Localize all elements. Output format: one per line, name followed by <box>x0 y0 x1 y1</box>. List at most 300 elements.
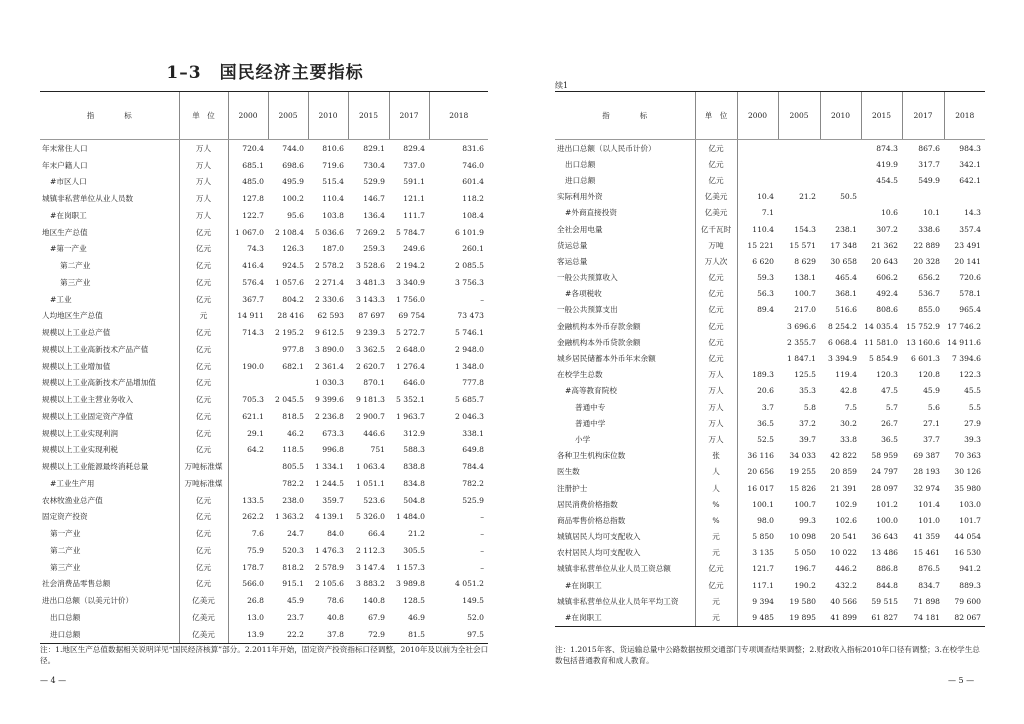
table-row <box>40 274 488 291</box>
value-cell: 89.4 <box>757 305 774 315</box>
value-cell: 2 112.3 <box>356 545 385 555</box>
value-cell: 138.1 <box>794 273 816 283</box>
value-cell: 122.3 <box>959 370 981 380</box>
indicator-name: 农林牧渔业总产值 <box>42 495 103 505</box>
value-cell: 27.9 <box>964 418 981 428</box>
value-cell: 3 394.9 <box>828 354 857 364</box>
value-cell: 87 697 <box>358 311 385 321</box>
unit-cell: 万人 <box>179 190 228 207</box>
value-cell: 102.6 <box>835 515 857 525</box>
value-cell: 7.6 <box>251 529 264 539</box>
value-cell: 804.2 <box>282 294 304 304</box>
indicator-name: 规模以上工业主营业务收入 <box>42 395 134 405</box>
indicator-name: 进出口总额（以人民币计价） <box>557 143 656 153</box>
value-cell: 5.7 <box>885 402 898 412</box>
value-cell: 196.7 <box>794 564 816 574</box>
value-cell: 100.7 <box>794 499 816 509</box>
table-row <box>40 190 488 207</box>
value-cell: 808.6 <box>876 305 898 315</box>
value-cell: 520.3 <box>282 545 304 555</box>
unit-cell: 亿美元 <box>179 592 228 609</box>
value-cell: 10.1 <box>923 208 940 218</box>
value-cell: 260.1 <box>462 244 484 254</box>
value-cell: 5 746.1 <box>455 328 484 338</box>
value-cell: 5.5 <box>968 402 981 412</box>
value-cell: 3 756.3 <box>455 277 484 287</box>
value-cell: 59.3 <box>757 273 774 283</box>
value-cell: 5 352.1 <box>396 395 425 405</box>
value-cell: 120.8 <box>918 370 940 380</box>
indicator-name: 第一产业 <box>50 529 81 539</box>
value-cell: 7 269.2 <box>356 227 385 237</box>
value-cell: 16 017 <box>747 483 774 493</box>
indicators-table-right <box>555 91 985 627</box>
value-cell: 82 067 <box>944 609 985 626</box>
value-cell: 1 756.0 <box>396 294 425 304</box>
indicator-name: 规模以上工业实现利税 <box>42 445 118 455</box>
value-cell: 21 391 <box>830 483 857 493</box>
indicator-name: 城镇非私营单位从业人员工资总额 <box>557 564 671 574</box>
table-row <box>40 492 488 509</box>
value-cell: 867.6 <box>918 143 940 153</box>
value-cell: 19 255 <box>789 467 816 477</box>
value-cell: 784.4 <box>462 462 484 472</box>
value-cell: 10.4 <box>757 192 774 202</box>
value-cell <box>944 189 985 205</box>
table-row <box>555 464 985 480</box>
value-cell: 42 822 <box>830 451 857 461</box>
value-cell: 110.4 <box>752 224 774 234</box>
value-cell: 22 889 <box>913 240 940 250</box>
table-row <box>40 207 488 224</box>
header-row <box>40 92 488 140</box>
value-cell: 8 254.2 <box>828 321 857 331</box>
value-cell: 45.9 <box>923 386 940 396</box>
value-cell: 98.0 <box>757 515 774 525</box>
value-cell: 35.3 <box>799 386 816 396</box>
table-row <box>40 391 488 408</box>
table-row <box>40 257 488 274</box>
indicator-name: 城镇居民人均可支配收入 <box>557 532 641 542</box>
unit-cell: 万人 <box>695 383 737 399</box>
table-row <box>40 458 488 475</box>
unit-cell: 亿元 <box>695 270 737 286</box>
unit-cell: 亿千瓦时 <box>695 221 737 237</box>
indicator-name: 规模以上工业固定资产净值 <box>42 411 134 421</box>
value-cell: 101.2 <box>876 499 898 509</box>
value-cell: 146.7 <box>363 194 385 204</box>
value-cell: 2 045.5 <box>275 395 304 405</box>
value-cell: 646.0 <box>403 378 425 388</box>
value-cell: 1 067.0 <box>235 227 264 237</box>
value-cell: 782.2 <box>282 478 304 488</box>
footnote-left: 注：1.地区生产总值数据相关说明详见“国民经济核算”部分。2.2011年开始，固定资产投资指标口径调整，2010年及以前为全社会口径。 <box>40 645 489 665</box>
value-cell: 125.5 <box>794 370 816 380</box>
value-cell: 10 022 <box>830 548 857 558</box>
page-number-right: — 5 — <box>948 676 975 685</box>
table-row <box>40 525 488 542</box>
value-cell: 368.1 <box>835 289 857 299</box>
table-row <box>555 270 985 286</box>
value-cell: 307.2 <box>876 224 898 234</box>
value-cell: 2 578.2 <box>315 261 344 271</box>
header-indicator: 指 标 <box>555 92 695 140</box>
unit-cell: 万人 <box>695 431 737 447</box>
value-cell: 3 143.3 <box>356 294 385 304</box>
value-cell <box>228 375 268 392</box>
value-cell: 26.7 <box>881 418 898 428</box>
unit-cell: 元 <box>695 529 737 545</box>
value-cell: 59 515 <box>871 596 898 606</box>
unit-cell: 亿元 <box>179 492 228 509</box>
header-year: 2005 <box>778 92 820 140</box>
value-cell: 136.4 <box>363 210 385 220</box>
table-row <box>40 609 488 626</box>
value-cell: 3 147.4 <box>356 562 385 572</box>
value-cell: 95.6 <box>287 210 304 220</box>
unit-cell: 亿元 <box>695 286 737 302</box>
value-cell: 2 578.9 <box>315 562 344 572</box>
unit-cell: 亿美元 <box>695 205 737 221</box>
value-cell: 78.6 <box>327 596 344 606</box>
value-cell: 100.2 <box>282 194 304 204</box>
value-cell: 419.9 <box>876 159 898 169</box>
unit-cell: 亿元 <box>179 442 228 459</box>
value-cell <box>820 205 861 221</box>
value-cell: 42.8 <box>840 386 857 396</box>
value-cell: 3 696.6 <box>787 321 816 331</box>
value-cell <box>861 189 902 205</box>
value-cell: 19 580 <box>789 596 816 606</box>
unit-cell: 万人 <box>179 140 228 157</box>
value-cell: 21 362 <box>871 240 898 250</box>
value-cell: 1 244.5 <box>315 478 344 488</box>
value-cell: 454.5 <box>876 175 898 185</box>
table-row <box>40 375 488 392</box>
unit-cell: 亿元 <box>695 140 737 157</box>
unit-cell: 亿元 <box>695 318 737 334</box>
value-cell: 73 473 <box>457 311 484 321</box>
value-cell: 782.2 <box>462 478 484 488</box>
unit-cell: 亿元 <box>179 391 228 408</box>
value-cell: 101.7 <box>959 515 981 525</box>
value-cell: 190.2 <box>794 580 816 590</box>
value-cell: 342.1 <box>959 159 981 169</box>
indicator-name: 注册护士 <box>557 483 588 493</box>
value-cell: 14.3 <box>964 208 981 218</box>
value-cell: 23.7 <box>287 612 304 622</box>
value-cell: 312.9 <box>403 428 425 438</box>
value-cell: 886.8 <box>876 564 898 574</box>
value-cell: 39.7 <box>799 434 816 444</box>
value-cell: 20.6 <box>757 386 774 396</box>
value-cell <box>228 458 268 475</box>
table-row <box>40 174 488 191</box>
indicator-name: 第二产业 <box>50 545 81 555</box>
table-row <box>555 609 985 626</box>
value-cell: 47.5 <box>881 386 898 396</box>
indicator-name: #工业 <box>50 294 72 304</box>
value-cell: 10 098 <box>789 532 816 542</box>
value-cell: 9 485 <box>737 609 778 626</box>
value-cell: 101.4 <box>918 499 940 509</box>
value-cell: 834.7 <box>918 580 940 590</box>
value-cell: 74.3 <box>247 244 264 254</box>
indicator-name: 居民消费价格指数 <box>557 499 618 509</box>
unit-cell: 亿元 <box>179 358 228 375</box>
unit-cell: 亿元 <box>695 350 737 366</box>
value-cell: 118.2 <box>462 194 484 204</box>
indicator-name: 普通中专 <box>575 402 606 412</box>
value-cell: 117.1 <box>752 580 774 590</box>
table-row <box>555 156 985 172</box>
value-cell: 9 399.6 <box>315 395 344 405</box>
value-cell: 62 593 <box>317 311 344 321</box>
unit-cell: 亿元 <box>179 291 228 308</box>
value-cell: 357.4 <box>959 224 981 234</box>
table-row <box>555 367 985 383</box>
value-cell: 20 643 <box>871 256 898 266</box>
value-cell: 149.5 <box>462 596 484 606</box>
indicator-name: 进出口总额（以美元计价） <box>42 596 134 606</box>
indicator-name: 金融机构本外币贷款余额 <box>557 337 641 347</box>
value-cell: 118.5 <box>282 445 304 455</box>
header-unit: 单 位 <box>695 92 737 140</box>
value-cell: 1 157.3 <box>396 562 425 572</box>
indicator-name: 第二产业 <box>60 261 91 271</box>
value-cell: 5 685.7 <box>455 395 484 405</box>
table-row <box>555 529 985 545</box>
value-cell: 576.4 <box>242 277 264 287</box>
value-cell: 28 193 <box>913 467 940 477</box>
value-cell: 915.1 <box>282 579 304 589</box>
footnote-right: 注：1.2015年客、货运输总量中公路数据按照交通部门专项调查结果调整；2.财政收入指标2010年口径有调整；3.在校学生总数包括普通教育和成人教育。 <box>555 645 980 665</box>
indicator-name: 城镇非私营单位从业人员年平均工资 <box>557 596 679 606</box>
unit-cell: 亿元 <box>179 274 228 291</box>
value-cell <box>778 205 820 221</box>
unit-cell: % <box>695 512 737 528</box>
value-cell: 6 068.4 <box>828 337 857 347</box>
table-row <box>40 442 488 459</box>
value-cell: 805.5 <box>282 462 304 472</box>
unit-cell: 亿美元 <box>179 626 228 643</box>
value-cell: 67.9 <box>368 612 385 622</box>
value-cell: 446.2 <box>835 564 857 574</box>
value-cell: 34 033 <box>789 451 816 461</box>
value-cell: 4 139.1 <box>315 512 344 522</box>
indicator-name: 货运总量 <box>557 240 588 250</box>
value-cell: 15 461 <box>913 548 940 558</box>
table-row <box>555 237 985 253</box>
value-cell: 262.2 <box>242 512 264 522</box>
unit-cell: 亿元 <box>695 334 737 350</box>
value-cell: 2 355.7 <box>787 337 816 347</box>
indicator-name: #市区人口 <box>50 177 87 187</box>
value-cell: 719.6 <box>322 160 344 170</box>
value-cell: 338.1 <box>462 428 484 438</box>
value-cell: 818.2 <box>282 562 304 572</box>
value-cell: 189.3 <box>752 370 774 380</box>
indicator-name: #工业生产用 <box>50 478 95 488</box>
value-cell: 45.5 <box>964 386 981 396</box>
value-cell: 751 <box>370 445 385 455</box>
unit-cell: 亿元 <box>179 525 228 542</box>
header-year: 2018 <box>944 92 985 140</box>
value-cell: 432.2 <box>835 580 857 590</box>
value-cell: 2 236.8 <box>315 411 344 421</box>
table-row <box>555 350 985 366</box>
header-year: 2017 <box>902 92 944 140</box>
table-row <box>555 172 985 188</box>
value-cell: 2 085.5 <box>455 261 484 271</box>
value-cell: 834.8 <box>403 478 425 488</box>
value-cell: 14 911.6 <box>947 337 981 347</box>
value-cell: 3 989.8 <box>396 579 425 589</box>
value-cell: 465.4 <box>835 273 857 283</box>
value-cell: 649.8 <box>462 445 484 455</box>
value-cell <box>902 189 944 205</box>
indicator-name: 规模以上工业增加值 <box>42 361 111 371</box>
value-cell: 705.3 <box>242 395 264 405</box>
value-cell: 61 827 <box>861 609 902 626</box>
table-row <box>555 593 985 609</box>
indicator-name: 出口总额 <box>565 159 596 169</box>
value-cell <box>820 172 861 188</box>
value-cell: 3 890.0 <box>315 344 344 354</box>
value-cell: 720.4 <box>242 143 264 153</box>
indicator-name: 人均地区生产总值 <box>42 311 103 321</box>
value-cell: 7.1 <box>761 208 774 218</box>
value-cell <box>737 172 778 188</box>
value-cell: 1 363.2 <box>275 512 304 522</box>
value-cell: 1 276.4 <box>396 361 425 371</box>
indicator-name: 医生数 <box>557 467 580 477</box>
value-cell: 259.3 <box>363 244 385 254</box>
value-cell: 16 530 <box>954 548 981 558</box>
value-cell: 36 643 <box>871 532 898 542</box>
value-cell: 685.1 <box>242 160 264 170</box>
indicator-name: 商品零售价格总指数 <box>557 515 626 525</box>
header-year: 2005 <box>268 92 308 140</box>
value-cell: 2 046.3 <box>455 411 484 421</box>
value-cell: 529.9 <box>363 177 385 187</box>
value-cell: 19 895 <box>778 609 820 626</box>
value-cell: 100.1 <box>752 499 774 509</box>
value-cell: 5 036.6 <box>315 227 344 237</box>
value-cell: 20 328 <box>913 256 940 266</box>
table-row <box>555 318 985 334</box>
table-row <box>555 189 985 205</box>
value-cell <box>778 156 820 172</box>
value-cell: 536.7 <box>918 289 940 299</box>
value-cell: 103.8 <box>322 210 344 220</box>
value-cell: 15 752.9 <box>906 321 940 331</box>
table-row <box>40 408 488 425</box>
table-row <box>40 475 488 492</box>
header-year: 2010 <box>308 92 348 140</box>
value-cell: 75.9 <box>247 545 264 555</box>
value-cell: 24 797 <box>871 467 898 477</box>
header-year: 2017 <box>389 92 429 140</box>
value-cell: 97.5 <box>429 626 488 643</box>
indicator-name: 一般公共预算支出 <box>557 305 618 315</box>
value-cell: 101.0 <box>918 515 940 525</box>
unit-cell: 万人 <box>695 415 737 431</box>
value-cell: 52.5 <box>757 434 774 444</box>
indicator-name: 社会消费品零售总额 <box>42 579 111 589</box>
value-cell: 21.2 <box>408 529 425 539</box>
indicator-name: #外商直接投资 <box>565 208 617 218</box>
unit-cell: 亿元 <box>179 257 228 274</box>
table-row <box>555 512 985 528</box>
value-cell: 870.1 <box>363 378 385 388</box>
value-cell: 40.8 <box>327 612 344 622</box>
table-title: 1–3 国民经济主要指标 <box>166 63 364 83</box>
value-cell: 714.3 <box>242 328 264 338</box>
indicator-name: 规模以上工业高新技术产品增加值 <box>42 378 156 388</box>
indicators-table-left <box>40 91 488 644</box>
value-cell <box>737 140 778 157</box>
value-cell: 5 272.7 <box>396 328 425 338</box>
value-cell: 36.5 <box>881 434 898 444</box>
value-cell: 5.6 <box>927 402 940 412</box>
header-year: 2000 <box>228 92 268 140</box>
value-cell: 810.6 <box>322 143 344 153</box>
table-row <box>555 302 985 318</box>
unit-cell: 亿元 <box>179 341 228 358</box>
header-year: 2015 <box>861 92 902 140</box>
table-row <box>555 415 985 431</box>
value-cell: 8 629 <box>794 256 816 266</box>
value-cell: 829.1 <box>363 143 385 153</box>
value-cell: 367.7 <box>242 294 264 304</box>
value-cell: 621.1 <box>242 411 264 421</box>
value-cell: 965.4 <box>959 305 981 315</box>
value-cell: 2 330.6 <box>315 294 344 304</box>
value-cell: 2 620.7 <box>356 361 385 371</box>
unit-cell: 人 <box>695 464 737 480</box>
value-cell: 20 541 <box>830 532 857 542</box>
value-cell: 30 658 <box>830 256 857 266</box>
value-cell: 831.6 <box>462 143 484 153</box>
value-cell: 1 051.1 <box>356 478 385 488</box>
table-row <box>555 399 985 415</box>
table-row <box>555 334 985 350</box>
value-cell: 126.3 <box>282 244 304 254</box>
value-cell: 829.4 <box>403 143 425 153</box>
table-row <box>555 480 985 496</box>
unit-cell: 亿元 <box>179 324 228 341</box>
table-row <box>40 542 488 559</box>
value-cell: 71 898 <box>913 596 940 606</box>
table-row <box>555 140 985 157</box>
value-cell: 523.6 <box>363 495 385 505</box>
indicator-name: 地区生产总值 <box>42 227 88 237</box>
value-cell <box>737 156 778 172</box>
unit-cell: 元 <box>695 545 737 561</box>
unit-cell: 张 <box>695 448 737 464</box>
table-row <box>40 224 488 241</box>
value-cell: – <box>480 562 484 572</box>
value-cell: 15 221 <box>747 240 774 250</box>
value-cell: 66.4 <box>368 529 385 539</box>
value-cell: 39.3 <box>964 434 981 444</box>
value-cell: 2 194.2 <box>396 261 425 271</box>
value-cell: 15 826 <box>789 483 816 493</box>
unit-cell: 亿元 <box>695 577 737 593</box>
value-cell: 30.2 <box>840 418 857 428</box>
value-cell: 984.3 <box>959 143 981 153</box>
